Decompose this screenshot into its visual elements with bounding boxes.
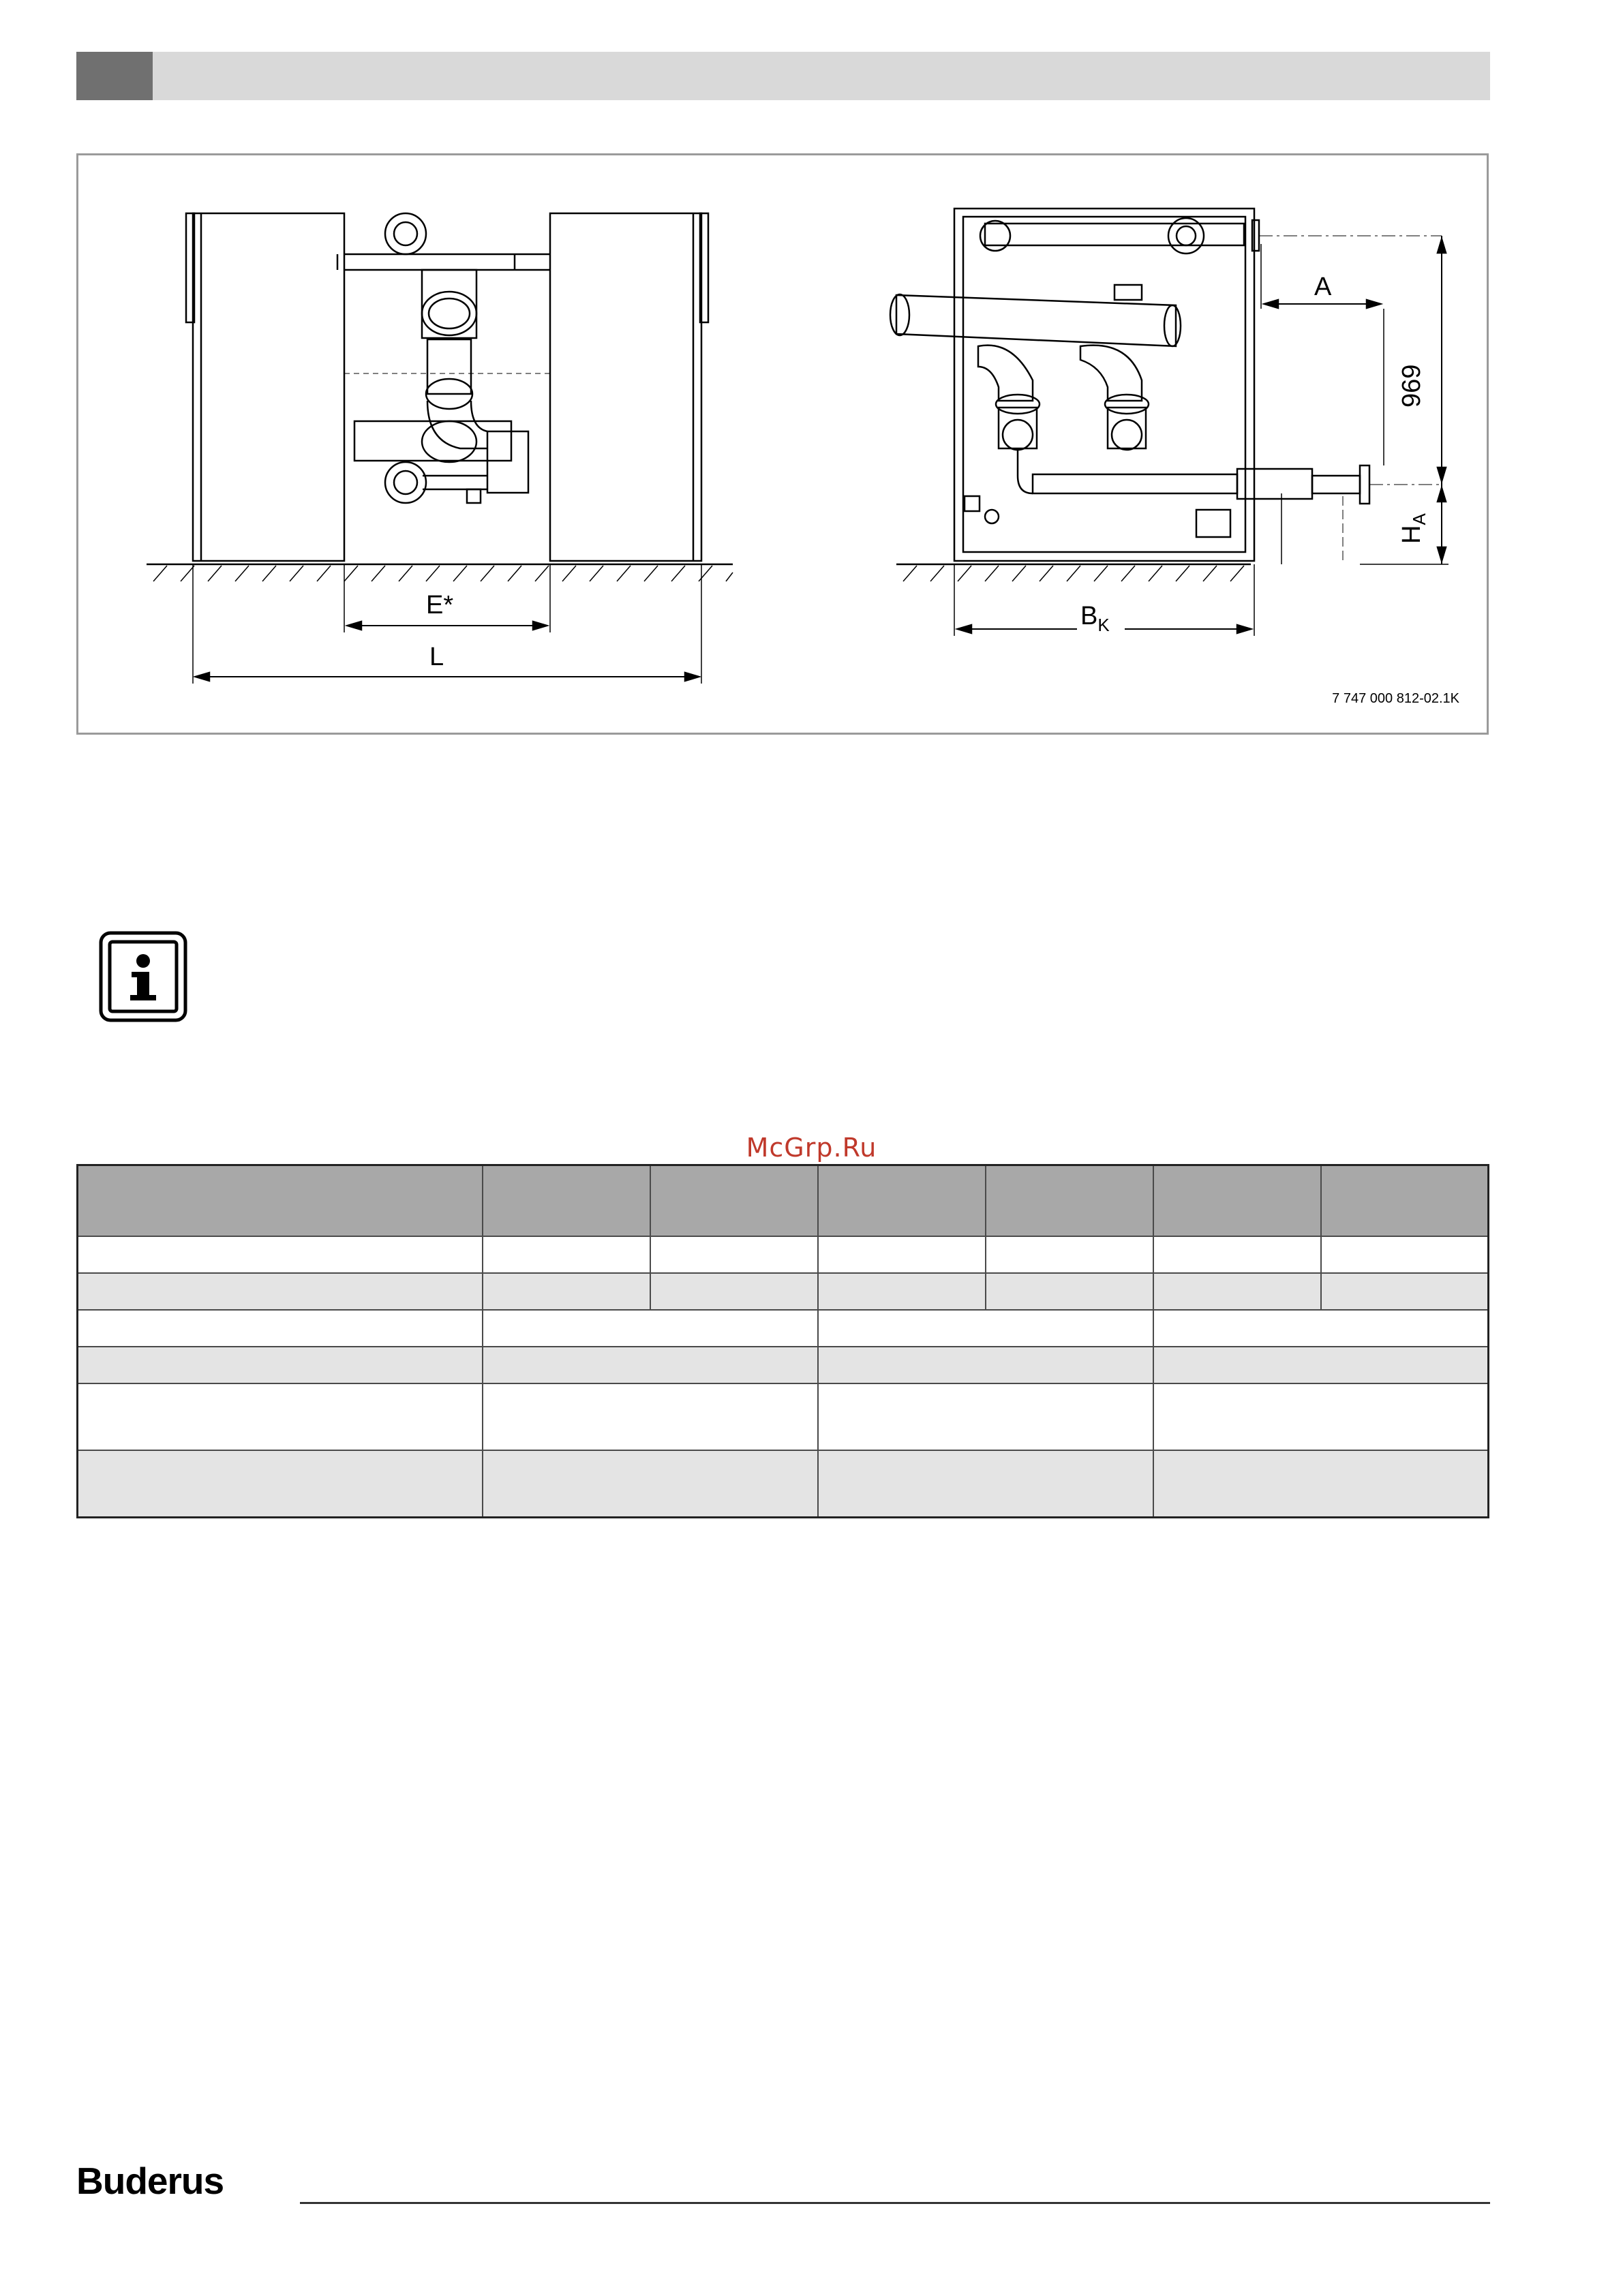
label-dimension-bk: $B_K$ — [1080, 602, 1110, 635]
table-header-cell — [650, 1165, 818, 1237]
label-dimension-l: L — [429, 643, 444, 671]
table-cell — [483, 1236, 650, 1273]
table-cell — [818, 1450, 1153, 1518]
brand-logo: Buderus — [76, 2160, 224, 2202]
boiler-dimension-drawing — [78, 155, 1487, 733]
table-cell — [78, 1383, 483, 1450]
table-cell — [1321, 1236, 1489, 1273]
table-cell — [818, 1310, 1153, 1347]
table-cell — [1153, 1310, 1489, 1347]
table-cell — [1153, 1273, 1321, 1310]
footer-divider — [300, 2202, 1490, 2204]
table-cell — [78, 1347, 483, 1383]
table-cell — [483, 1450, 818, 1518]
table-cell — [986, 1273, 1153, 1310]
boiler-side-body — [954, 209, 1254, 561]
table-cell — [818, 1383, 1153, 1450]
table-cell — [818, 1236, 986, 1273]
technical-drawing-figure — [76, 153, 1489, 735]
drawing-number: 7 747 000 812-02.1K — [1332, 691, 1459, 706]
table-cell — [483, 1347, 818, 1383]
table-header-cell — [818, 1165, 986, 1237]
label-dimension-ha: $H_A$ — [1397, 513, 1429, 544]
table-cell — [1153, 1383, 1489, 1450]
table-cell — [483, 1273, 650, 1310]
table-header-cell — [1153, 1165, 1321, 1237]
table-cell — [483, 1310, 818, 1347]
table-cell — [650, 1236, 818, 1273]
label-dimension-969: 969 — [1397, 364, 1426, 408]
flue-pipe — [896, 295, 1176, 346]
table-cell — [818, 1347, 1153, 1383]
table-cell — [78, 1310, 483, 1347]
table-cell — [78, 1450, 483, 1518]
table-header-cell — [78, 1165, 483, 1237]
watermark: McGrp.Ru — [746, 1133, 877, 1163]
label-dimension-a: A — [1314, 273, 1332, 301]
table-cell — [78, 1236, 483, 1273]
table-cell — [986, 1236, 1153, 1273]
table-row — [78, 1450, 1489, 1518]
table-cell — [1153, 1347, 1489, 1383]
table-row — [78, 1310, 1489, 1347]
boiler-unit-left — [193, 213, 344, 561]
table-header-cell — [1321, 1165, 1489, 1237]
table-row — [78, 1347, 1489, 1383]
dimensions-table — [76, 1164, 1489, 1518]
table-cell — [1153, 1236, 1321, 1273]
table-header-cell — [483, 1165, 650, 1237]
header-chapter-tab — [76, 52, 153, 100]
table-row — [78, 1383, 1489, 1450]
table-row — [78, 1273, 1489, 1310]
header-bar — [76, 52, 1490, 100]
table-cell — [818, 1273, 986, 1310]
table-cell — [483, 1383, 818, 1450]
table-cell — [650, 1273, 818, 1310]
boiler-unit-right — [550, 213, 701, 561]
label-dimension-e: E* — [426, 591, 454, 619]
floor-hatching-left — [153, 566, 733, 581]
table-cell — [1321, 1273, 1489, 1310]
table-row — [78, 1236, 1489, 1273]
table-cell — [78, 1273, 483, 1310]
table-cell — [1153, 1450, 1489, 1518]
info-icon — [99, 931, 187, 1022]
table-header-row — [78, 1165, 1489, 1237]
table-header-cell — [986, 1165, 1153, 1237]
